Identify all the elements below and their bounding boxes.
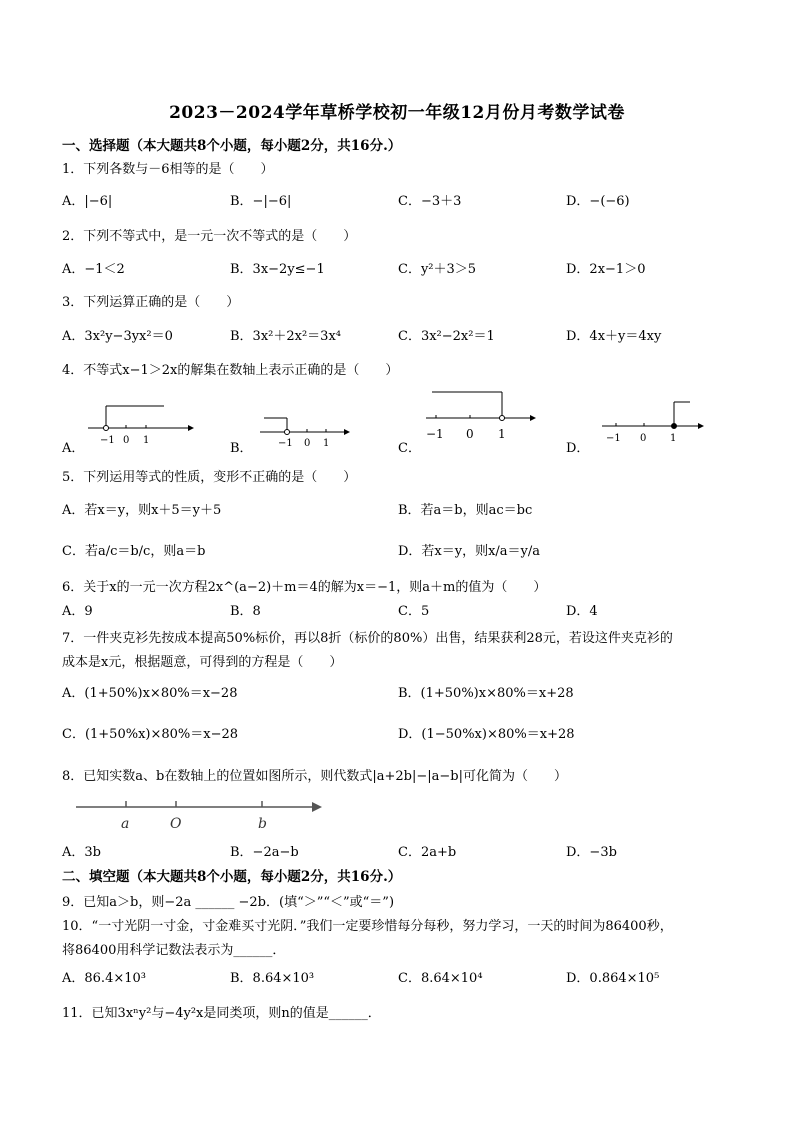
q4b-tick-1: 1: [323, 438, 330, 448]
question-2-stem: 2．下列不等式中，是一元一次不等式的是（ ）: [62, 229, 357, 244]
question-6-stem: 6．关于x的一元一次方程2x^(a−2)＋m＝4的解为x＝−1，则a＋m的值为（ ）: [62, 580, 547, 595]
q3-option-a: A．3x²y−3yx²＝0: [62, 329, 173, 344]
q8-option-a: A．3b: [62, 845, 101, 860]
q4-number-line-a: [88, 398, 198, 448]
q2-option-a: A．−1＜2: [62, 262, 125, 277]
question-10-stem-line2: 将86400用科学记数法表示为______．: [62, 943, 286, 958]
q7-option-c: C．(1+50%x)×80%＝x−28: [62, 727, 239, 742]
q3-option-d: D．4x＋y＝4xy: [566, 329, 662, 344]
q4-option-c-label: C．: [398, 441, 421, 456]
q10-option-d: D．0.864×10⁵: [566, 971, 660, 986]
q6-option-c: C．5: [398, 604, 430, 619]
q7-option-b: B．(1+50%)x×80%＝x+28: [398, 686, 574, 701]
q10-option-c: C．8.64×10⁴: [398, 971, 483, 986]
q4d-tick-neg1: −1: [606, 433, 621, 444]
q1-option-a: A．|−6|: [62, 194, 113, 209]
question-1-stem: 1．下列各数与－6相等的是（ ）: [62, 162, 274, 177]
q10-option-a: A．86.4×10³: [62, 971, 146, 986]
q4c-tick-0: 0: [466, 427, 474, 441]
question-9-stem: 9．已知a＞b，则−2a ______ −2b．(填“＞”“＜”或“＝”): [62, 895, 395, 910]
q6-option-b: B．8: [230, 604, 261, 619]
question-5-stem: 5．下列运用等式的性质，变形不正确的是（ ）: [62, 470, 357, 485]
q4c-tick-1: 1: [498, 427, 506, 441]
q1-option-c: C．−3＋3: [398, 194, 462, 209]
question-4-stem: 4．不等式x−1＞2x的解集在数轴上表示正确的是（ ）: [62, 363, 399, 378]
q5-option-d: D．若x＝y，则x/a＝y/a: [398, 544, 541, 559]
q8-option-c: C．2a+b: [398, 845, 457, 860]
q5-option-a: A．若x＝y，则x＋5＝y＋5: [62, 503, 222, 518]
q4a-tick-0: 0: [123, 435, 130, 446]
q4a-tick-neg1: −1: [100, 435, 115, 446]
q3-option-b: B．3x²＋2x²＝3x⁴: [230, 329, 341, 344]
q4d-tick-1: 1: [670, 433, 677, 444]
page-title: 2023－2024学年草桥学校初一年级12月份月考数学试卷: [169, 103, 625, 123]
question-10-stem-line1: 10．“一寸光阴一寸金，寸金难买寸光阴．”我们一定要珍惜每分每秒，努力学习，一天的时间为86400秒，: [62, 919, 673, 934]
q4b-tick-neg1: −1: [278, 438, 293, 448]
q8-number-line: [72, 798, 332, 834]
q6-option-d: D．4: [566, 604, 598, 619]
q4-option-d-label: D．: [566, 441, 590, 456]
q4-number-line-c: [422, 386, 542, 446]
q8-label-o: O: [170, 816, 182, 832]
question-7-stem-line2: 成本是x元，根据题意，可得到的方程是（ ）: [62, 655, 343, 670]
q2-option-d: D．2x−1＞0: [566, 262, 646, 277]
q10-option-b: B．8.64×10³: [230, 971, 315, 986]
q7-option-d: D．(1−50%x)×80%＝x+28: [398, 727, 575, 742]
question-11-stem: 11．已知3xⁿy²与−4y²x是同类项，则n的值是______．: [62, 1006, 381, 1021]
q4-option-a-label: A．: [62, 441, 85, 456]
question-8-stem: 8．已知实数a、b在数轴上的位置如图所示，则代数式|a+2b|−|a−b|可化简为（ ）: [62, 769, 567, 784]
q1-option-d: D．−(−6): [566, 194, 630, 209]
q6-option-a: A．9: [62, 604, 93, 619]
q4-option-b-label: B．: [230, 441, 253, 456]
question-7-stem-line1: 7．一件夹克衫先按成本提高50%标价，再以8折（标价的80%）出售，结果获利28元，若设这件夹克衫的: [62, 631, 673, 646]
q7-option-a: A．(1+50%)x×80%＝x−28: [62, 686, 238, 701]
q2-option-b: B．3x−2y≤−1: [230, 262, 325, 277]
q8-option-b: B．−2a−b: [230, 845, 299, 860]
q4a-tick-1: 1: [143, 435, 150, 446]
q4b-tick-0: 0: [304, 438, 311, 448]
q4c-tick-neg1: −1: [426, 427, 444, 441]
q2-option-c: C．y²＋3＞5: [398, 262, 477, 277]
q5-option-c: C．若a/c＝b/c，则a＝b: [62, 544, 206, 559]
section-heading-1: 一、选择题（本大题共8个小题，每小题2分，共16分.）: [62, 138, 402, 154]
q4-number-line-b: [256, 398, 356, 448]
q3-option-c: C．3x²−2x²＝1: [398, 329, 495, 344]
section-heading-2: 二、填空题（本大题共8个小题，每小题2分，共16分.）: [62, 869, 402, 885]
q8-label-a: a: [121, 816, 130, 832]
q4d-tick-0: 0: [640, 433, 647, 444]
question-3-stem: 3．下列运算正确的是（ ）: [62, 295, 240, 310]
q1-option-b: B．−|−6|: [230, 194, 292, 209]
q4-number-line-d: [600, 394, 710, 444]
q8-option-d: D．−3b: [566, 845, 617, 860]
q5-option-b: B．若a＝b，则ac＝bc: [398, 503, 533, 518]
q8-label-b: b: [258, 816, 267, 832]
